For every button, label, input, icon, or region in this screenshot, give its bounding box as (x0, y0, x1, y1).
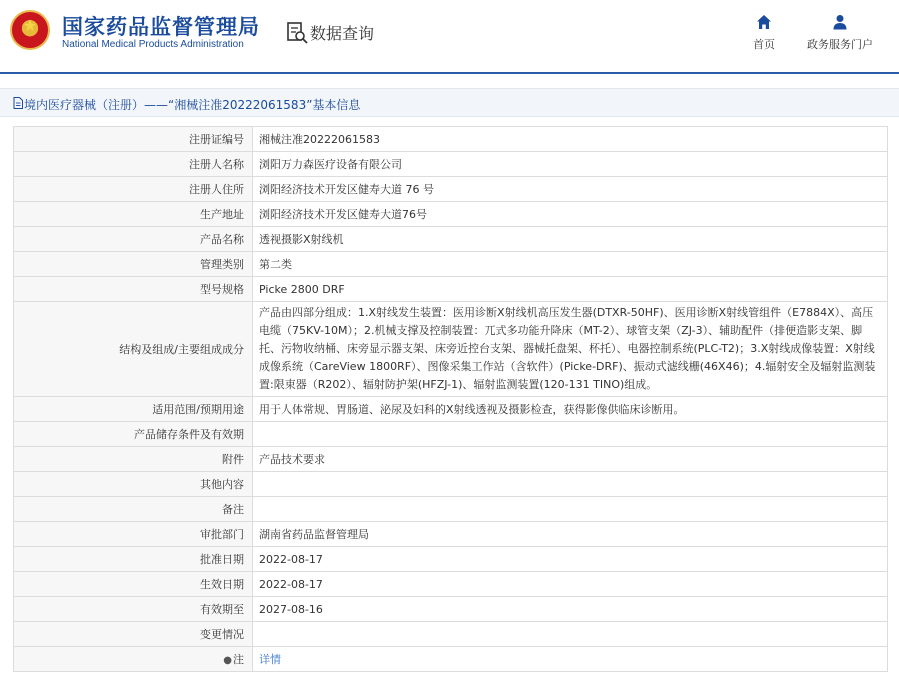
field-label: 产品名称 (14, 227, 253, 252)
data-query-icon (286, 21, 308, 45)
field-value (253, 497, 888, 522)
site-header (0, 0, 899, 74)
table-row (14, 127, 888, 152)
nav-service-portal[interactable] (804, 14, 876, 52)
field-value: 2022-08-17 (253, 547, 888, 572)
home-icon (756, 14, 772, 30)
field-label: 管理类别 (14, 252, 253, 277)
table-row (14, 202, 888, 227)
field-label: 生产地址 (14, 202, 253, 227)
table-row (14, 397, 888, 422)
field-value: 湘械注准20222061583 (253, 127, 888, 152)
field-value: 产品由四部分组成：1.X射线发生装置：医用诊断X射线机高压发生器(DTXR-50HF)、医用诊断X射线管组件（E7884X）、高压电缆（75KV-10M）；2.机械支撑及控制装置：兀式多功能升降床（MT-2）、球管支架（ZJ-3）、辅助配件（排便造影支架、脚托、污物收纳桶、床旁显示器支架、床旁近控台支架、器械托盘架、杯托）、电器控制系统(PLC-T2)；3.X射线成像装置：X射线成像系统（CareView 1800RF）、图像采集工作站（含软件）(Picke-DRF)、振动式滤线栅(46X46)；4.辐射安全及辐射监测装置:限束器（R202）、辐射防护架(HFZJ-1)、辐射监测装置(120-131 TINO)组成。 (253, 302, 888, 397)
field-label (14, 647, 253, 672)
record-title-bar (0, 88, 899, 117)
field-value: 湖南省药品监督管理局 (253, 522, 888, 547)
table-row (14, 277, 888, 302)
field-label: 产品储存条件及有效期 (14, 422, 253, 447)
table-row (14, 227, 888, 252)
field-value (253, 472, 888, 497)
national-emblem-icon: ★ (10, 10, 50, 50)
field-label: 型号规格 (14, 277, 253, 302)
field-value: 浏阳万力森医疗设备有限公司 (253, 152, 888, 177)
field-label: 变更情况 (14, 622, 253, 647)
table-row (14, 447, 888, 472)
field-value (253, 622, 888, 647)
org-name-en: National Medical Products Administration (62, 39, 244, 50)
field-value (253, 422, 888, 447)
field-value: 产品技术要求 (253, 447, 888, 472)
field-label: 适用范围/预期用途 (14, 397, 253, 422)
field-value: 浏阳经济技术开发区健寿大道 76 号 (253, 177, 888, 202)
field-label: 审批部门 (14, 522, 253, 547)
field-value: 透视摄影X射线机 (253, 227, 888, 252)
nav-home-label: 首页 (753, 38, 775, 51)
field-label: 结构及组成/主要组成成分 (14, 302, 253, 397)
header-divider (0, 72, 899, 74)
record-title: 境内医疗器械（注册）——“湘械注准20222061583”基本信息 (24, 98, 361, 112)
pin-icon: ● (223, 655, 232, 666)
table-row (14, 522, 888, 547)
table-row (14, 497, 888, 522)
table-row (14, 152, 888, 177)
field-value: 用于人体常规、胃肠道、泌尿及妇科的X射线透视及摄影检查，获得影像供临床诊断用。 (253, 397, 888, 422)
field-value: 第二类 (253, 252, 888, 277)
registration-details-table (13, 126, 888, 672)
table-row (14, 252, 888, 277)
table-row (14, 422, 888, 447)
table-row (14, 647, 888, 672)
note-label: 注 (233, 653, 244, 666)
field-value (253, 647, 888, 672)
user-icon (832, 14, 848, 30)
table-row (14, 572, 888, 597)
field-label: 注册人名称 (14, 152, 253, 177)
document-icon (13, 97, 23, 109)
field-label: 注册人住所 (14, 177, 253, 202)
data-query-title: 数据查询 (310, 24, 375, 43)
table-row (14, 597, 888, 622)
field-label: 注册证编号 (14, 127, 253, 152)
field-label: 有效期至 (14, 597, 253, 622)
nav-service-portal-label: 政务服务门户 (807, 38, 873, 51)
table-row (14, 472, 888, 497)
field-label: 附件 (14, 447, 253, 472)
field-label: 生效日期 (14, 572, 253, 597)
field-value: 浏阳经济技术开发区健寿大道76号 (253, 202, 888, 227)
field-value: 2022-08-17 (253, 572, 888, 597)
table-row (14, 302, 888, 397)
field-label: 备注 (14, 497, 253, 522)
field-value: Picke 2800 DRF (253, 277, 888, 302)
table-row (14, 547, 888, 572)
field-label: 其他内容 (14, 472, 253, 497)
table-row (14, 622, 888, 647)
details-link[interactable]: 详情 (259, 653, 281, 666)
org-name-cn: 国家药品监督管理局 (62, 15, 260, 39)
table-row (14, 177, 888, 202)
field-value: 2027-08-16 (253, 597, 888, 622)
field-label: 批准日期 (14, 547, 253, 572)
nav-home[interactable] (748, 14, 780, 52)
